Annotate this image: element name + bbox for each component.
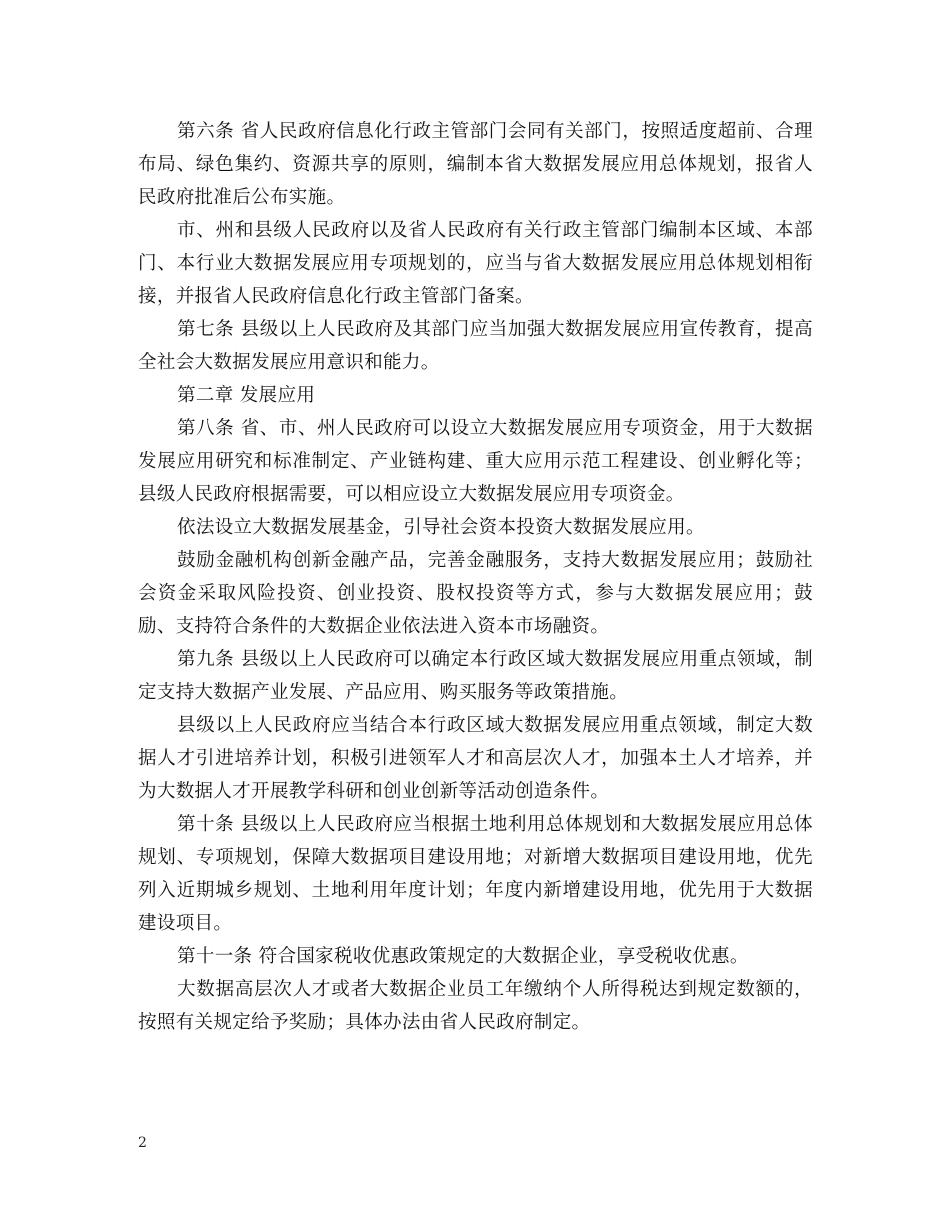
paragraph-article-6-planning: 市、州和县级人民政府以及省人民政府有关行政主管部门编制本区域、本部门、本行业大数据发展应用专项规划的，应当与省大数据发展应用总体规划相衔接，并报省人民政府信息化行政主管部门备案。 — [138, 220, 813, 307]
page-number: 2 — [138, 1135, 147, 1151]
paragraph-financial-support: 鼓励金融机构创新金融产品，完善金融服务，支持大数据发展应用；鼓励社会资金采取风险投资、创业投资、股权投资等方式，参与大数据发展应用；鼓励、支持符合条件的大数据企业依法进入资本市场融资。 — [138, 550, 813, 637]
document-body — [138, 115, 813, 1039]
paragraph-article-11: 第十一条 符合国家税收优惠政策规定的大数据企业，享受税收优惠。 — [177, 946, 749, 967]
paragraph-talent-plan: 县级以上人民政府应当结合本行政区域大数据发展应用重点领域，制定大数据人才引进培养计划，积极引进领军人才和高层次人才，加强本土人才培养，并为大数据人才开展教学科研和创业创新等活动创造条件。 — [138, 715, 813, 802]
paragraph-article-10: 第十条 县级以上人民政府应当根据土地利用总体规划和大数据发展应用总体规划、专项规划，保障大数据项目建设用地；对新增大数据项目建设用地，优先列入近期城乡规划、土地利用年度计划；年度内新增建设用地，优先用于大数据建设项目。 — [138, 814, 813, 934]
paragraph-tax-reward: 大数据高层次人才或者大数据企业员工年缴纳个人所得税达到规定数额的，按照有关规定给予奖励；具体办法由省人民政府制定。 — [138, 979, 813, 1033]
paragraph-article-8: 第八条 省、市、州人民政府可以设立大数据发展应用专项资金，用于大数据发展应用研究和标准制定、产业链构建、重大应用示范工程建设、创业孵化等；县级人民政府根据需要，可以相应设立大数据发展应用专项资金。 — [138, 418, 813, 505]
paragraph-article-7: 第七条 县级以上人民政府及其部门应当加强大数据发展应用宣传教育，提高全社会大数据发展应用意识和能力。 — [138, 319, 813, 373]
paragraph-development-fund: 依法设立大数据发展基金，引导社会资本投资大数据发展应用。 — [177, 517, 705, 538]
chapter-heading: 第二章 发展应用 — [177, 385, 316, 406]
paragraph-article-6: 第六条 省人民政府信息化行政主管部门会同有关部门，按照适度超前、合理布局、绿色集约、资源共享的原则，编制本省大数据发展应用总体规划，报省人民政府批准后公布实施。 — [138, 121, 813, 208]
paragraph-article-9: 第九条 县级以上人民政府可以确定本行政区域大数据发展应用重点领域，制定支持大数据产业发展、产品应用、购买服务等政策措施。 — [138, 649, 813, 703]
